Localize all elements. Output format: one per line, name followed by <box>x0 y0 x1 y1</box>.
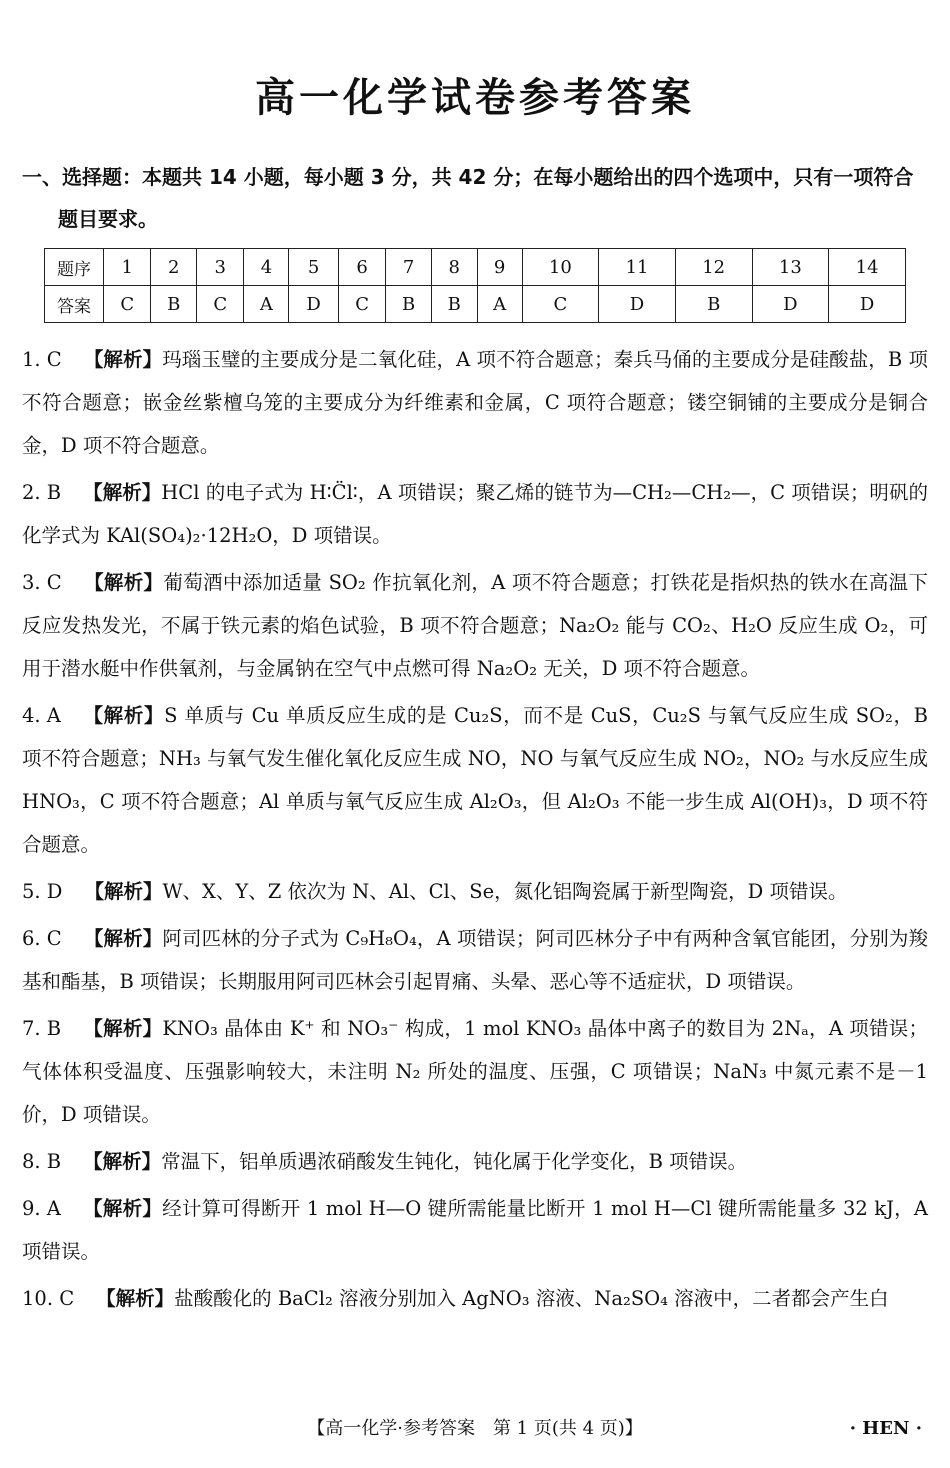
explanation-item <box>22 338 928 467</box>
answer-cell: D <box>599 286 676 323</box>
explanation-tag: 【解析】 <box>83 927 163 950</box>
answer-table-number-row <box>45 249 906 286</box>
explanation-text: 经计算可得断开 1 mol H—O 键所需能量比断开 1 mol H—Cl 键所需能量多 32 kJ，A 项错误。 <box>22 1197 928 1263</box>
answer-cell: C <box>338 286 385 323</box>
footer-code: · HEN · <box>849 1418 922 1439</box>
question-number-cell: 11 <box>599 249 676 286</box>
answer-cell: C <box>104 286 151 323</box>
answer-cell: B <box>431 286 477 323</box>
explanation-text: 玛瑙玉璧的主要成分是二氧化硅，A 项不符合题意；秦兵马俑的主要成分是硅酸盐，B 项不符合题意；嵌金丝紫檀乌笼的主要成分为纤维素和金属，C 项符合题意；镂空铜铺的主要成分是铜合金，D 项不符合题意。 <box>22 348 928 457</box>
explanation-text: HCl 的电子式为 H∶C̈l∶，A 项错误；聚乙烯的链节为—CH₂—CH₂—，C 项错误；明矾的化学式为 KAl(SO₄)₂·12H₂O，D 项错误。 <box>22 481 928 547</box>
explanation-item-answer: 5. D <box>22 880 63 903</box>
question-number-cell: 6 <box>338 249 385 286</box>
question-number-cell: 7 <box>386 249 432 286</box>
explanation-item <box>22 694 928 866</box>
question-number-cell: 12 <box>675 249 752 286</box>
answer-cell: A <box>244 286 289 323</box>
section-heading <box>22 156 932 240</box>
explanation-item-answer: 8. B <box>22 1150 62 1173</box>
section-heading-line-1: 一、选择题：本题共 14 小题，每小题 3 分，共 42 分；在每小题给出的四个选项中，只有一项符合 <box>22 165 914 189</box>
answer-table-number-label: 题序 <box>45 249 104 286</box>
answer-cell: D <box>829 286 906 323</box>
answer-cell: A <box>477 286 522 323</box>
explanation-item <box>22 1007 928 1136</box>
explanation-tag: 【解析】 <box>83 571 164 594</box>
explanation-item <box>22 561 928 690</box>
explanation-text: 常温下，铝单质遇浓硝酸发生钝化，钝化属于化学变化，B 项错误。 <box>161 1150 748 1173</box>
answer-table-answer-row <box>45 286 906 323</box>
explanation-item-answer: 3. C <box>22 571 62 594</box>
explanation-item-answer: 1. C <box>22 348 62 371</box>
explanation-list <box>22 338 928 1324</box>
question-number-cell: 4 <box>244 249 289 286</box>
explanation-item-answer: 4. A <box>22 704 61 727</box>
explanation-item-answer: 6. C <box>22 927 62 950</box>
answer-cell: C <box>522 286 599 323</box>
question-number-cell: 13 <box>752 249 829 286</box>
explanation-text: 盐酸酸化的 BaCl₂ 溶液分别加入 AgNO₃ 溶液、Na₂SO₄ 溶液中，二者都会产生白 <box>174 1287 889 1310</box>
explanation-item <box>22 471 928 557</box>
explanation-item-answer: 10. C <box>22 1287 75 1310</box>
question-number-cell: 9 <box>477 249 522 286</box>
explanation-item <box>22 1140 928 1183</box>
explanation-text: 葡萄酒中添加适量 SO₂ 作抗氧化剂，A 项不符合题意；打铁花是指炽热的铁水在高温下反应发热发光，不属于铁元素的焰色试验，B 项不符合题意；Na₂O₂ 能与 CO₂、H₂O 反应生成 O₂，可用于潜水艇中作供氧剂，与金属钠在空气中点燃可得 Na₂O₂ 无关，D 项不符合题意。 <box>22 571 928 680</box>
page-title: 高一化学试卷参考答案 <box>255 75 695 121</box>
explanation-item-answer: 2. B <box>22 481 62 504</box>
section-heading-line-2: 题目要求。 <box>58 207 158 231</box>
explanation-text: 阿司匹林的分子式为 C₉H₈O₄，A 项错误；阿司匹林分子中有两种含氧官能团，分别为羧基和酯基，B 项错误；长期服用阿司匹林会引起胃痛、头晕、恶心等不适症状，D 项错误。 <box>22 927 928 993</box>
question-number-cell: 1 <box>104 249 151 286</box>
page-footer: 【高一化学·参考答案 第 1 页(共 4 页)】 <box>307 1418 643 1439</box>
answer-cell: B <box>675 286 752 323</box>
question-number-cell: 3 <box>197 249 244 286</box>
answer-cell: D <box>752 286 829 323</box>
question-number-cell: 5 <box>289 249 339 286</box>
answer-cell: D <box>289 286 339 323</box>
answer-cell: C <box>197 286 244 323</box>
explanation-text: S 单质与 Cu 单质反应生成的是 Cu₂S，而不是 CuS，Cu₂S 与氧气反应生成 SO₂，B 项不符合题意；NH₃ 与氧气发生催化氧化反应生成 NO，NO 与氧气反应生成 NO₂，NO₂ 与水反应生成 HNO₃，C 项不符合题意；Al 单质与氧气反应生成 Al₂O₃，但 Al₂O₃ 不能一步生成 Al(OH)₃，D 项不符合题意。 <box>22 704 928 856</box>
explanation-item <box>22 1277 928 1320</box>
answer-cell: B <box>151 286 197 323</box>
explanation-tag: 【解析】 <box>82 704 165 727</box>
explanation-item <box>22 1187 928 1273</box>
explanation-text: KNO₃ 晶体由 K⁺ 和 NO₃⁻ 构成，1 mol KNO₃ 晶体中离子的数目为 2Nₐ，A 项错误；气体体积受温度、压强影响较大，未注明 N₂ 所处的温度、压强，C 项错误；NaN₃ 中氮元素不是－1 价，D 项错误。 <box>22 1017 928 1126</box>
answer-table <box>44 248 906 323</box>
question-number-cell: 10 <box>522 249 599 286</box>
question-number-cell: 2 <box>151 249 197 286</box>
explanation-tag: 【解析】 <box>83 348 163 371</box>
explanation-tag: 【解析】 <box>83 1150 162 1173</box>
explanation-tag: 【解析】 <box>82 1197 163 1220</box>
explanation-tag: 【解析】 <box>84 880 163 903</box>
explanation-tag: 【解析】 <box>96 1287 175 1310</box>
question-number-cell: 14 <box>829 249 906 286</box>
answer-table-answer-label: 答案 <box>45 286 104 323</box>
answer-cell: B <box>386 286 432 323</box>
question-number-cell: 8 <box>431 249 477 286</box>
explanation-tag: 【解析】 <box>83 1017 163 1040</box>
explanation-item <box>22 870 928 913</box>
explanation-text: W、X、Y、Z 依次为 N、Al、Cl、Se，氮化铝陶瓷属于新型陶瓷，D 项错误。 <box>162 880 848 903</box>
explanation-item <box>22 917 928 1003</box>
explanation-item-answer: 7. B <box>22 1017 62 1040</box>
explanation-item-answer: 9. A <box>22 1197 61 1220</box>
explanation-tag: 【解析】 <box>83 481 162 504</box>
